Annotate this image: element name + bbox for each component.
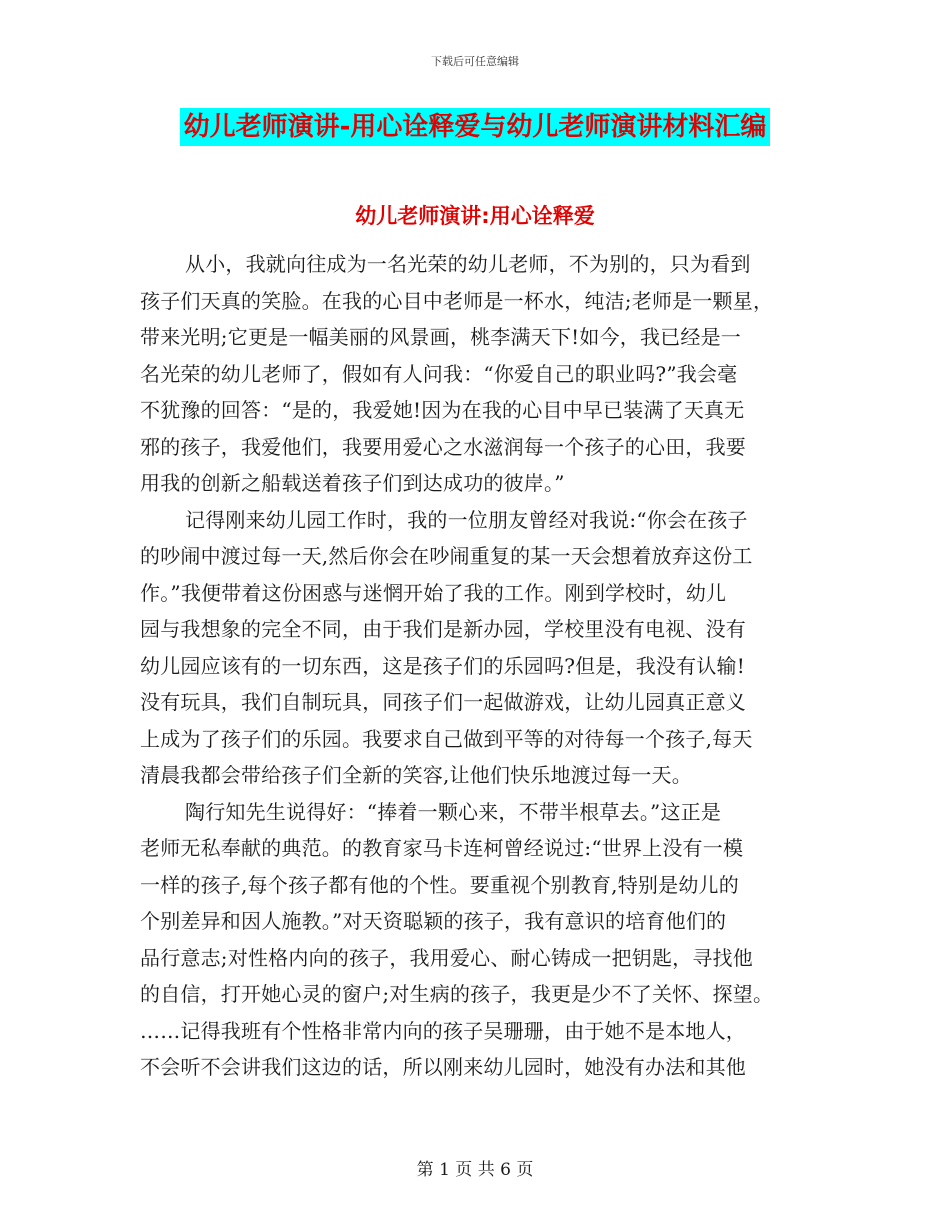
paragraph-1-line-1: 从小，我就向往成为一名光荣的幼儿老师，不为别的，只为看到 — [185, 252, 751, 276]
paragraph-1-line-6: 邪的孩子，我爱他们，我要用爱心之水滋润每一个孩子的心田，我要 — [140, 434, 746, 459]
paragraph-2-line-4: 园与我想象的完全不同，由于我们是新办园，学校里没有电视、没有 — [140, 617, 746, 641]
header-note: 下载后可任意编辑 — [431, 55, 519, 68]
paragraph-3-line-1: 陶行知先生说得好：“捧着一颗心来，不带半根草去。”这正是 — [185, 799, 722, 824]
paragraph-2-line-7: 上成为了孩子们的乐园。我要求自己做到平等的对待每一个孩子,每天 — [140, 726, 753, 751]
main-title-container — [0, 108, 950, 146]
paragraph-1-line-7: 用我的创新之船载送着孩子们到达成功的彼岸。” — [140, 471, 565, 495]
paragraph-1-line-4: 名光荣的幼儿老师了，假如有人问我：“你爱自己的职业吗?”我会毫 — [140, 361, 738, 386]
page-footer: 第 1 页 共 6 页 — [416, 1160, 534, 1180]
paragraph-3-line-8: 不会听不会讲我们这边的话，所以刚来幼儿园时，她没有办法和其他 — [140, 1055, 746, 1079]
paragraph-2-line-5: 幼儿园应该有的一切东西，这是孩子们的乐园吗?但是，我没有认输! — [140, 653, 745, 678]
paragraph-2-line-6: 没有玩具，我们自制玩具，同孩子们一起做游戏，让幼儿园真正意义 — [140, 690, 746, 714]
paragraph-3-line-6: 的自信，打开她心灵的窗户;对生病的孩子，我更是少不了关怀、探望。 — [140, 982, 774, 1006]
paragraph-3-line-3: 一样的孩子,每个孩子都有他的个性。要重视个别教育,特别是幼儿的 — [140, 872, 739, 897]
paragraph-2-line-3: 作。”我便带着这份困惑与迷惘开始了我的工作。刚到学校时，幼儿 — [140, 580, 727, 605]
paragraph-2-line-8: 清晨我都会带给孩子们全新的笑容,让他们快乐地渡过每一天。 — [140, 763, 692, 787]
paragraph-1-line-3: 带来光明;它更是一幅美丽的风景画，桃李满天下!如今，我已经是一 — [140, 325, 741, 349]
section-title: 幼儿老师演讲:用心诠释爱 — [355, 204, 595, 228]
paragraph-3-line-2: 老师无私奉献的典范。的教育家马卡连柯曾经说过:“世界上没有一模 — [140, 836, 744, 860]
paragraph-2-line-2: 的吵闹中渡过每一天,然后你会在吵闹重复的某一天会想着放弃这份工 — [140, 544, 753, 568]
paragraph-3-line-5: 品行意志;对性格内向的孩子，我用爱心、耐心铸成一把钥匙，寻找他 — [140, 945, 753, 970]
body-text — [140, 246, 820, 1086]
paragraph-2-line-1: 记得刚来幼儿园工作时，我的一位朋友曾经对我说:“你会在孩子 — [185, 507, 748, 532]
paragraph-3-line-7: ……记得我班有个性格非常内向的孩子吴珊珊，由于她不是本地人， — [140, 1018, 746, 1043]
paragraph-1-line-2: 孩子们天真的笑脸。在我的心目中老师是一杯水，纯洁;老师是一颗星， — [140, 288, 774, 313]
paragraph-1-line-5: 不犹豫的回答：“是的，我爱她!因为在我的心目中早已装满了天真无 — [140, 398, 745, 422]
paragraph-3-line-4: 个别差异和因人施教。”对天资聪颖的孩子，我有意识的培育他们的 — [140, 909, 727, 933]
main-title: 幼儿老师演讲-用心诠释爱与幼儿老师演讲材料汇编 — [180, 108, 771, 146]
